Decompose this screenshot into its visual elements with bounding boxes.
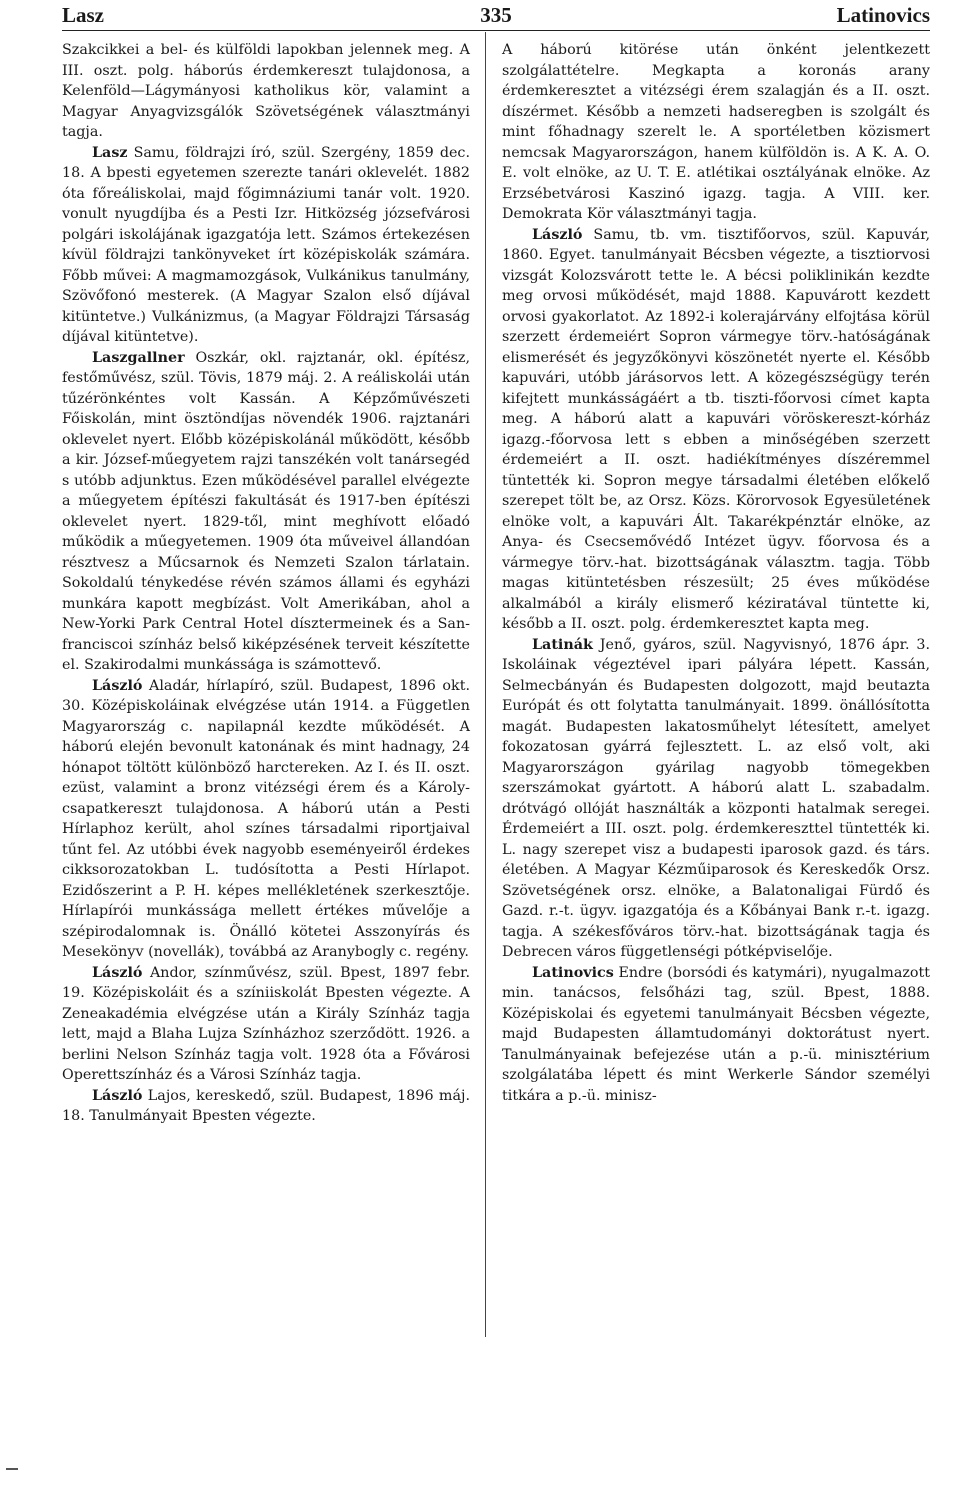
entry-laszlo-lajos [62,1086,470,1127]
right-column [502,40,930,1106]
entry-text: Samu, földrajzi író, szül. Szergény, 1859 dec. 18. A bpesti egyetemen szerezte tanári oklevelét. 1882 óta főreáliskolai, majd főgimnáziumi tanár volt. 1920. vonult nyugdíjba és a Pesti Izr. Hitközség józsefvárosi polgári iskolájának igazgatója lett. Számos értekezésen kívül földrajzi tankönyveket írt középiskolák számára. Főbb művei: A magmamozgások, Vulkánikus tanulmány, Szövőfonó mesterek. (A Magyar Szalon első díjával kitüntetve.) Vulkánizmus, (a Magyar Földrajzi Társaság díjával kitüntetve). [62,144,470,345]
page-number: 335 [480,3,512,27]
entry-continuation [62,40,470,143]
entry-text: Jenő, gyáros, szül. Nagyvisnyó, 1876 ápr. 3. Iskoláinak végeztével ipari pályára lépett. Kassán, Selmecbányán és Budapesten dolgozott, majd beutazta Európát és ott folytatta tanulmányait. 1899. önállósította magát. Budapesten lakatosműhelyt létesített, amelyet fokozatosan gyárrá fejlesztett. L. az első volt, aki Magyarországon gyárilag nagyobb tömegekben szerszámokat gyártott. A háború alatt L. szabadalm. drótvágó ollóját használták a központi hatalmak seregei. Érdemeiért a III. oszt. polg. érdemkereszttel tüntették ki. L. nagy szerepet visz a budapesti iparosok gazd. és társ. életében. A Magyar Kézműiparosok és Kereskedők Orsz. Szövetségének orsz. elnöke, a Balatonaligai Fürdő és Gazd. r.-t. ügyv. igazgatója és a Kőbányai Bank r.-t. igazg. tagja. A székesfőváros törv.-hat. bizottságának tagja és Debrecen város függetlenségi pótképviselője. [502,636,930,960]
scan-artifact-mark [6,1468,18,1470]
header-rule [62,30,930,31]
entry-name: Latinovics [532,964,614,981]
entry-name: Lasz [92,144,128,161]
header-right-guide-word: Latinovics [836,3,930,27]
entry-name: László [92,964,143,981]
entry-text: Aladár, hírlapíró, szül. Budapest, 1896 okt. 30. Középiskoláinak elvégzése után 1914. a Független Magyarország c. napilapnál kezdte működését. A háború elején bevonult katonának és mint hadnagy, 24 hónapot töltött különböző harctereken. Az I. és II. oszt. ezüst, valamint a bronz vitézségi érem és a Károly-csapatkereszt tulajdonosa. A háború után a Pesti Hírlaphoz került, ahol színes társadalmi riportjaival tűnt fel. Az utóbbi évek nagyobb eseményeiről érdekes cikksorozatokban L. tudósította a Pesti Hírlapot. Ezidőszerint a P. H. képes mellékletének szerkesztője. Hírlapírói munkássága mellett értékes művelője a szépirodalomnak is. Önálló kötetei Asszonyírás és Mesekönyv (novellák), továbbá az Aranybogly c. regény. [62,677,470,960]
entry-text: Samu, tb. vm. tisztifőorvos, szül. Kapuvár, 1860. Egyet. tanulmányait Bécsben végezte, a tisztiorvosi vizsgát Kolozsvárott tette le. A bécsi poliklinikán kezdte meg orvosi működését, majd 1888. Kapuvárott kezdett orvosi gyakorlatot. Az 1892-i kolerajárvány elfojtása körül szerzett érdemeiért Sopron vármegye törv.-hatóságának elismerését és jegyzőkönyvi köszönetét nyerte el. Később kapuvári, utóbb járásorvos lett. A közegészségügy terén kifejtett munkásságáért a tb. tiszti-főorvosi címet kapta meg. A háború alatt a kapuvári vöröskereszt-kórház igazg.-főorvosa lett s ebben a minőségében szerzett érdemeiért a II. oszt. hadiékítményes díszéremmel tüntették ki. Sopron megye társadalmi életében előkelő szerepet tölt be, az Orsz. Közs. Körorvosok Egyesületének elnöke volt, a kapuvári Ált. Takarékpénztár elnöke, az Anya- és Csecsemővédő Intézet ügyv. főorvosa és a vármegye törv.-hat. bizottságának választm. tagja. Több magas kitüntetésben részesült; 25 éves működése alkalmából a király elismerő kéziratával tüntette ki, később a II. oszt. polg. érdemkeresztet kapta meg. [502,226,930,632]
entry-name: Laszgallner [92,349,185,366]
entry-laszgallner-oszkar [62,348,470,676]
entry-latinovics-endre [502,963,930,1107]
entry-continuation [502,40,930,225]
entry-name: Latinák [532,636,593,653]
entry-text: Endre (borsódi és katymári), nyugalmazott min. tanácsos, felsőházi tag, szül. Bpest, 1888. Középiskolai és egyetemi tanulmányait Bécsben végezte, majd Budapesten államtudományi doktorátust nyert. Tanulmányainak befejezése után a p.-ü. minisztérium szolgálatába lépett és mint Werkerle Sándor személyi titkára a p.-ü. minisz- [502,964,930,1104]
entry-name: László [532,226,583,243]
entry-laszlo-andor [62,963,470,1086]
header-left-guide-word: Lasz [62,3,104,27]
left-column [62,40,470,1127]
entry-laszlo-samu [502,225,930,635]
entry-laszlo-aladar [62,676,470,963]
entry-text: Oszkár, okl. rajztanár, okl. építész, festőművész, szül. Tövis, 1879 máj. 2. A reáliskolái után tűzérönkéntes volt Kassán. A Képzőművészeti Főiskolán, mint ösztöndíjas növendék 1906. rajztanári oklevelet nyert. Előbb középiskolánál működött, később a kir. József-műegyetem rajzi tanszékén volt tanársegéd s utóbb adjunktus. Ezen működésével parallel elvégezte a műegyetem építészi fakultását és 1917-ben építészi oklevelet nyert. 1829-től, mint meghívott előadó működik a műegyetemen. 1909 óta műveivel állandóan résztvesz a Műcsarnok és Nemzeti Szalon tárlatain. Sokoldalú ténykedése révén számos állami és egyházi munkára kapott megbízást. Volt Amerikában, ahol a New-Yorki Park Central Hotel dísztermeinek és a San-franciscoi színház belső kiképzésének terveit készítette el. Szakirodalmi munkássága is számottevő. [62,349,470,673]
entry-lasz-samu [62,143,470,348]
entry-text: Szakcikkei a bel- és külföldi lapokban jelennek meg. A III. oszt. polg. háborús érdemkereszt tulajdonosa, a Kelenföld—Lágymányosi katholikus kör, valamint a Magyar Anyagvizsgálók Szövetségének választmányi tagja. [62,42,470,140]
entry-name: László [92,677,143,694]
column-divider [485,32,486,1337]
entry-name: László [92,1087,143,1104]
running-header [62,2,930,28]
entry-text: Andor, színművész, szül. Bpest, 1897 febr. 19. Középiskoláit és a színiiskolát Bpesten végezte. A Zeneakadémia elvégzése után a Király Színház tagja lett, majd a Blaha Lujza Színházhoz szerződött. 1926. a berlini Nelson Színház tagja volt. 1928 óta a Fővárosi Operettszínház és a Városi Színház tagja. [62,964,470,1083]
entry-text: A háború kitörése után önként jelentkezett szolgálattételre. Megkapta a koronás arany érdemkeresztet a vitézségi érem szalagján és a II. oszt. díszérmet. Később a nemzeti hadseregben is szolgált és mint főhadnagy szerelt le. A sportéletben közismert nemcsak Magyarországon, hanem külföldön is. A K. A. O. E. volt elnöke, az U. T. E. atlétikai osztályának elnöke. Az Erzsébetvárosi Kaszinó igazg. tagja. A VIII. ker. Demokrata Kör választmányi tagja. [502,42,930,222]
entry-latinak-jeno [502,635,930,963]
entry-text: Lajos, kereskedő, szül. Budapest, 1896 máj. 18. Tanulmányait Bpesten végezte. [62,1087,470,1124]
